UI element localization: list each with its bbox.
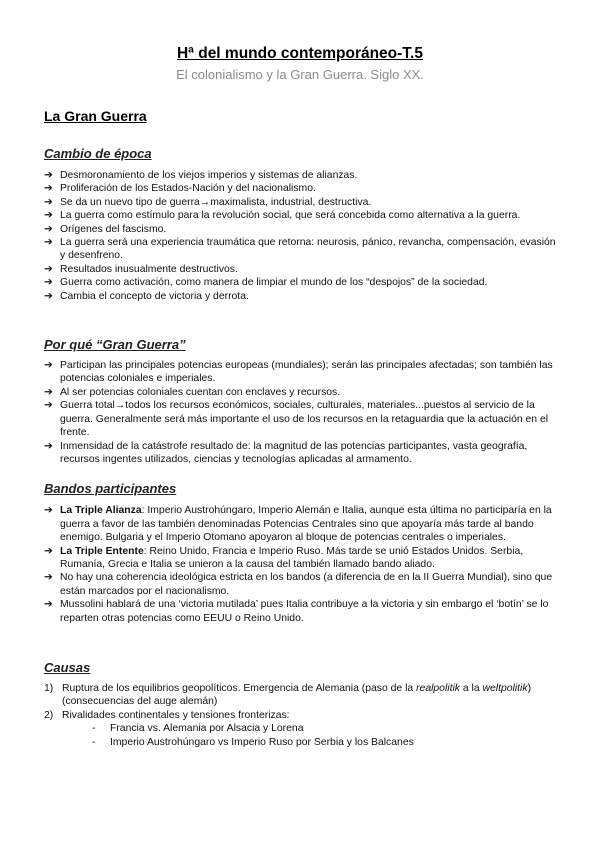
list-item: ➔ La Triple Alianza: Imperio Austrohúngaro, Imperio Alemán e Italia, aunque esta última no participaría en la guerra a favor de las también denominadas Potencias Centrales sino que apoyaría más tarde al bando enemigo. Bulgaria y el Imperio Otomano apoyaron al bloque de potencias centrales o imperiales. xyxy=(44,505,552,544)
list-item: ➔ Resultados inusualmente destructivos. xyxy=(44,263,238,275)
list-item: ➔ Participan las principales potencias europeas (mundiales); serán las principales afectadas; son también las potencias coloniales e imperiales. xyxy=(44,360,553,385)
list-number: 2) xyxy=(44,709,54,721)
arrow-bullet-icon: ➔ xyxy=(44,223,53,235)
list-item: ➔ La guerra será una experiencia traumática que retorna: neurosis, pánico, revancha, compensación, evasión y desenfreno. xyxy=(44,237,556,262)
document-subtitle: El colonialismo y la Gran Guerra. Siglo XX. xyxy=(176,67,424,82)
list-item: - Imperio Austrohúngaro vs Imperio Ruso por Serbia y los Balcanes xyxy=(92,736,414,748)
dash-bullet-icon: - xyxy=(92,736,96,748)
list-item: ➔ Mussolini hablará de una ‘victoria mutilada’ pues Italia contribuye a la victoria y sin embargo el ‘botín’ se lo reparten otras potencias como EEUU o Reino Unido. xyxy=(44,599,549,624)
list-item: ➔ Orígenes del fascismo. xyxy=(44,223,167,235)
list-item: ➔ No hay una coherencia ideológica estricta en los bandos (a diferencia de en la II Guerra Mundial), sino que están marcados por el nacionalismo. xyxy=(44,572,553,597)
triple-entente-label: La Triple Entente xyxy=(60,545,144,557)
arrow-bullet-icon: ➔ xyxy=(44,290,53,302)
causas-section xyxy=(44,660,556,749)
causas-list xyxy=(44,682,556,749)
arrow-bullet-icon: ➔ xyxy=(44,599,53,611)
cambio-list xyxy=(44,169,556,303)
bandos-section xyxy=(44,481,556,625)
arrow-bullet-icon: ➔ xyxy=(44,545,53,557)
list-item: - Francia vs. Alemania por Alsacia y Lorena xyxy=(92,723,304,735)
arrow-bullet-icon: ➔ xyxy=(44,196,53,208)
arrow-bullet-icon: ➔ xyxy=(44,572,53,584)
list-item: ➔ Al ser potencias coloniales cuentan con enclaves y recursos. xyxy=(44,386,341,398)
causas-heading: Causas xyxy=(44,659,91,675)
triple-alianza-label: La Triple Alianza xyxy=(60,505,142,517)
list-item: ➔ La guerra como estímulo para la revolución social, que será concebida como alternativa a la guerra. xyxy=(44,210,521,222)
arrow-bullet-icon: ➔ xyxy=(44,360,53,372)
bandos-heading: Bandos participantes xyxy=(44,481,177,497)
arrow-bullet-icon: ➔ xyxy=(44,440,53,452)
list-item: ➔ Se da un nuevo tipo de guerra→maximalista, industrial, destructiva. xyxy=(44,196,372,208)
causas-sublist xyxy=(62,722,556,749)
arrow-bullet-icon: ➔ xyxy=(44,386,53,398)
list-item: ➔ Guerra como activación, como manera de limpiar el mundo de los “despojos” de la sociedad. xyxy=(44,277,488,289)
porque-section xyxy=(44,337,556,466)
porque-list xyxy=(44,359,556,466)
list-item: 1) Ruptura de los equilibrios geopolíticos. Emergencia de Alemania (paso de la realpolitik a la weltpolitik)(consecuencias del auge alemán) xyxy=(44,682,532,708)
dash-bullet-icon: - xyxy=(92,723,96,735)
arrow-bullet-icon: ➔ xyxy=(44,505,53,517)
list-item: 2) Rivalidades continentales y tensiones fronterizas: - Francia vs. Alemania por Alsacia y Lorena - Imperio Austrohúngaro vs Imperio Ruso por Serbia y los Balcanes xyxy=(44,709,556,749)
porque-heading: Por qué “Gran Guerra” xyxy=(44,337,186,353)
arrow-bullet-icon: ➔ xyxy=(44,183,53,195)
document-title: Hª del mundo contemporáneo-T.5 xyxy=(176,45,423,62)
arrow-bullet-icon: ➔ xyxy=(44,237,53,249)
list-item: ➔ La Triple Entente: Reino Unido, Francia e Imperio Ruso. Más tarde se unió Estados Unidos. Serbia, Rumanía, Grecia e Italia se unieron a la causa del también llamado bando aliado. xyxy=(44,545,524,570)
cambio-section xyxy=(44,146,556,303)
list-item: ➔ Desmoronamiento de los viejos imperios y sistemas de alianzas. xyxy=(44,170,358,181)
list-number: 1) xyxy=(44,682,54,694)
bandos-list xyxy=(44,504,556,625)
list-item: ➔ Inmensidad de la catástrofe resultado de: la magnitud de las potencias participantes, vasta geografía, recursos ingentes utilizados, ciencias y tecnologías aplicadas al armamento. xyxy=(44,440,528,465)
cambio-heading: Cambio de época xyxy=(44,146,152,161)
arrow-bullet-icon: ➔ xyxy=(44,277,53,289)
list-item: ➔ Guerra total→todos los recursos económicos, sociales, culturales, materiales...puestos al servicio de la guerra. Generalmente será más importante el uso de los recursos en la retaguardia que la actuación en el frente. xyxy=(44,400,549,439)
list-item: ➔ Proliferación de los Estados-Nación y del nacionalismo. xyxy=(44,183,316,195)
list-item: ➔ Cambia el concepto de victoria y derrota. xyxy=(44,290,249,302)
arrow-bullet-icon: ➔ xyxy=(44,210,53,222)
arrow-bullet-icon: ➔ xyxy=(44,263,53,275)
arrow-bullet-icon: ➔ xyxy=(44,400,53,412)
section-title-gran-guerra: La Gran Guerra xyxy=(44,108,147,124)
arrow-bullet-icon: ➔ xyxy=(44,170,53,181)
